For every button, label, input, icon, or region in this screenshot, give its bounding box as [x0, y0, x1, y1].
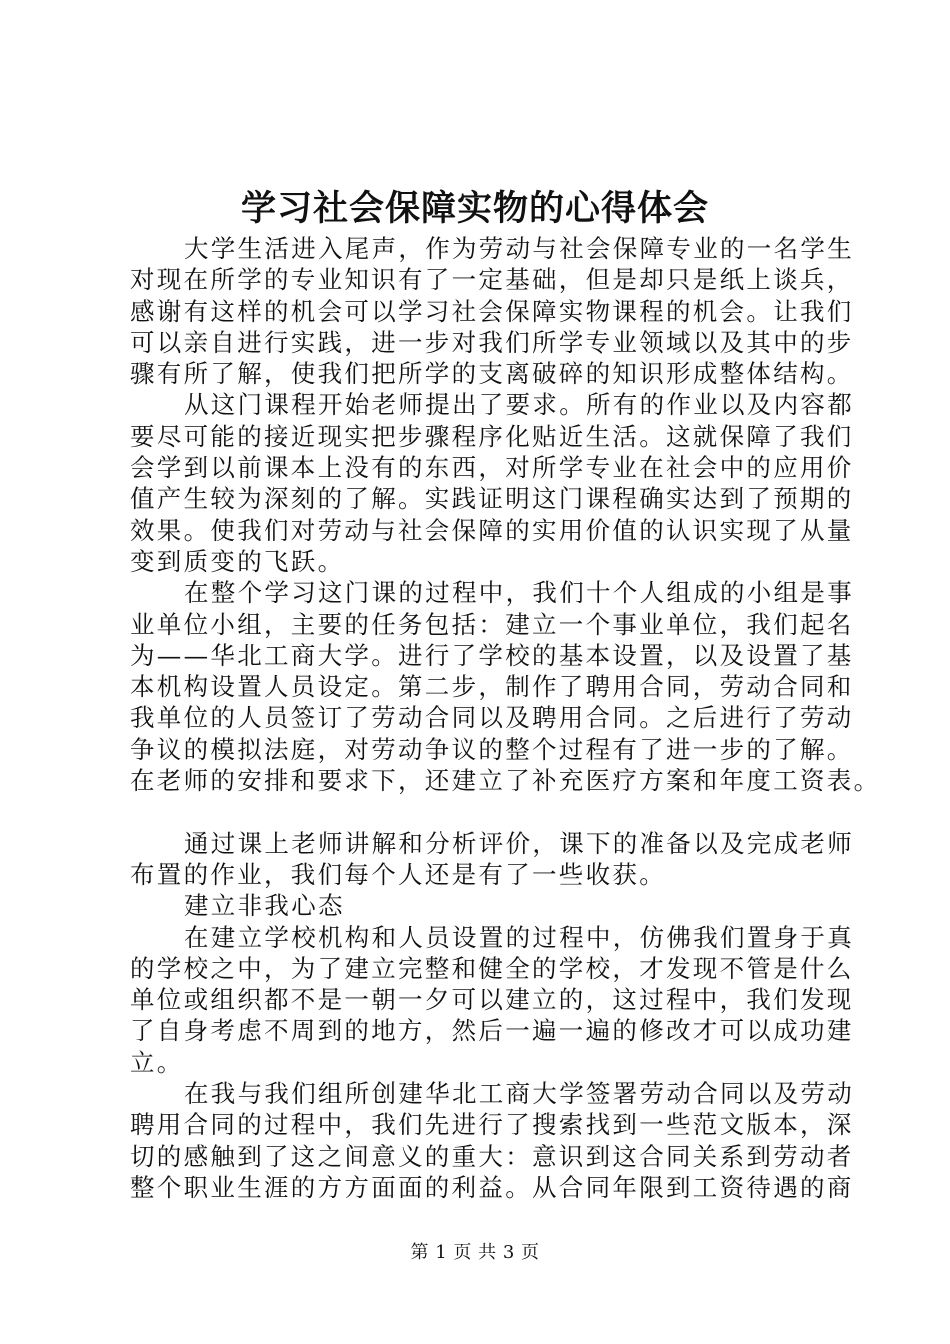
paragraph-line: 整个职业生涯的方方面面的利益。从合同年限到工资待遇的商	[130, 1172, 854, 1202]
paragraph-line: 布置的作业，我们每个人还是有了一些收获。	[130, 859, 666, 889]
paragraph-line: 切的感触到了这之间意义的重大：意识到这合同关系到劳动者	[130, 1141, 854, 1171]
paragraph-first-line: 在我与我们组所创建华北工商大学签署劳动合同以及劳动	[184, 1079, 854, 1109]
paragraph-line: 效果。使我们对劳动与社会保障的实用价值的认识实现了从量	[130, 515, 854, 545]
paragraph-first-line: 建立非我心态	[184, 891, 345, 921]
paragraph-line: 在老师的安排和要求下，还建立了补充医疗方案和年度工资表。	[130, 766, 881, 796]
paragraph-line: 聘用合同的过程中，我们先进行了搜索找到一些范文版本，深	[130, 1110, 854, 1140]
blank-line	[130, 796, 844, 827]
paragraph-line: 会学到以前课本上没有的东西，对所学专业在社会中的应用价	[130, 453, 854, 483]
paragraph-line: 的学校之中，为了建立完整和健全的学校，才发现不管是什么	[130, 953, 854, 983]
paragraph-line: 业单位小组，主要的任务包括：建立一个事业单位，我们起名	[130, 609, 854, 639]
paragraph-line: 立。	[130, 1047, 184, 1077]
paragraph-line: 可以亲自进行实践，进一步对我们所学专业领域以及其中的步	[130, 327, 854, 357]
paragraph-first-line: 从这门课程开始老师提出了要求。所有的作业以及内容都	[184, 390, 854, 420]
page-footer: 第 1 页 共 3 页	[410, 1242, 540, 1263]
document-title: 学习社会保障实物的心得体会	[240, 188, 709, 229]
paragraph-line: 变到质变的飞跃。	[130, 546, 345, 576]
paragraph-line: 单位或组织都不是一朝一夕可以建立的，这过程中，我们发现	[130, 985, 854, 1015]
paragraph-line: 要尽可能的接近现实把步骤程序化贴近生活。这就保障了我们	[130, 421, 854, 451]
paragraph-line: 对现在所学的专业知识有了一定基础，但是却只是纸上谈兵，	[130, 265, 854, 295]
paragraph-line: 本机构设置人员设定。第二步，制作了聘用合同，劳动合同和	[130, 672, 854, 702]
paragraph-line: 感谢有这样的机会可以学习社会保障实物课程的机会。让我们	[130, 296, 854, 326]
paragraph-line: 为——华北工商大学。进行了学校的基本设置，以及设置了基	[130, 640, 854, 670]
paragraph-first-line: 在整个学习这门课的过程中，我们十个人组成的小组是事	[184, 578, 854, 608]
document-body	[130, 233, 881, 1203]
paragraph-first-line: 通过课上老师讲解和分析评价，课下的准备以及完成老师	[184, 828, 854, 858]
paragraph-first-line: 在建立学校机构和人员设置的过程中，仿佛我们置身于真	[184, 922, 854, 952]
paragraph-line: 我单位的人员签订了劳动合同以及聘用合同。之后进行了劳动	[130, 703, 854, 733]
paragraph-line: 值产生较为深刻的了解。实践证明这门课程确实达到了预期的	[130, 484, 854, 514]
paragraph-first-line: 大学生活进入尾声，作为劳动与社会保障专业的一名学生	[184, 234, 854, 263]
paragraph-line: 骤有所了解，使我们把所学的支离破碎的知识形成整体结构。	[130, 359, 854, 389]
paragraph-line: 争议的模拟法庭，对劳动争议的整个过程有了进一步的了解。	[130, 734, 854, 764]
paragraph-line: 了自身考虑不周到的地方，然后一遍一遍的修改才可以成功建	[130, 1016, 854, 1046]
